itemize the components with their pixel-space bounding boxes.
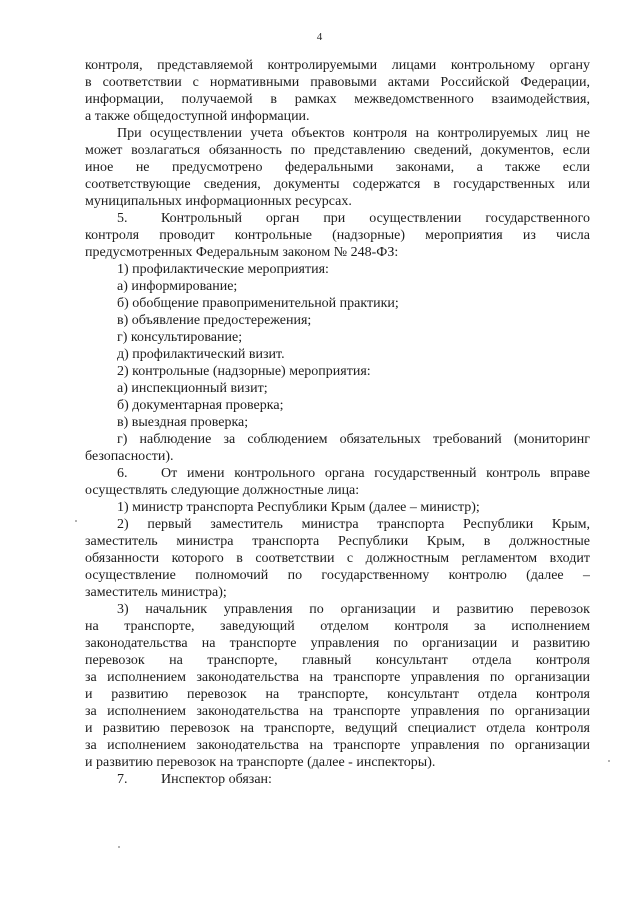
text-line: за исполнением законодательства на транспорте управления по организации: [85, 738, 590, 753]
list-item: г) консультирование;: [117, 330, 243, 345]
text-line: информации, получаемой в рамках межведомственного взаимодействия,: [85, 92, 590, 107]
text-line: и развитию перевозок на транспорте, ведущий специалист отдела контроля: [85, 721, 590, 736]
clause-number: 7.: [117, 772, 128, 787]
clause-7: [85, 771, 590, 788]
text-line: контроля, представляемой контролируемыми лицами контрольному органу: [85, 58, 590, 73]
list-item: а) инспекционный визит;: [117, 381, 268, 396]
list-item: 1) профилактические мероприятия:: [117, 262, 329, 277]
text-line: законодательства на транспорте управления по организации и развитию: [85, 636, 590, 651]
clause-5: [85, 210, 590, 227]
text-line: в соответствии с нормативными правовыми актами Российской Федерации,: [85, 75, 590, 90]
text-line: и развитию перевозок на транспорте, консультант отдела контроля: [85, 687, 590, 702]
text-line: безопасности).: [85, 449, 174, 464]
text-line: Контрольный орган при осуществлении государственного: [161, 211, 590, 226]
text-line: От имени контрольного органа государственный контроль вправе: [161, 466, 590, 481]
scan-speck: [608, 760, 610, 762]
text-line: может возлагаться обязанность по представлению сведений, документов, если: [85, 143, 590, 158]
text-line: иное не предусмотрено федеральными законами, а также если: [85, 160, 590, 175]
text-line: на транспорте, заведующий отделом контроля за исполнением: [85, 619, 590, 634]
list-item: в) выездная проверка;: [117, 415, 249, 430]
text-line: осуществлять следующие должностные лица:: [85, 483, 360, 498]
text-line: перевозок на транспорте, главный консультант отдела контроля: [85, 653, 590, 668]
list-item: б) документарная проверка;: [117, 398, 284, 413]
list-item: 3) начальник управления по организации и развитию перевозок: [117, 602, 590, 617]
text-line: за исполнением законодательства на транспорте управления по организации: [85, 704, 590, 719]
list-item: г) наблюдение за соблюдением обязательных требований (мониторинг: [117, 432, 590, 447]
text-line: заместитель министра);: [85, 585, 227, 600]
page-number: 4: [316, 31, 323, 43]
clause-number: 5.: [117, 211, 128, 226]
text-line: предусмотренных Федеральным законом № 248-ФЗ:: [85, 245, 399, 260]
text-line: Инспектор обязан:: [161, 772, 272, 787]
clause-6: [85, 465, 590, 482]
list-item: 2) контрольные (надзорные) мероприятия:: [117, 364, 371, 379]
list-item: 1) министр транспорта Республики Крым (далее – министр);: [117, 500, 480, 515]
list-item: в) объявление предостережения;: [117, 313, 312, 328]
text-line: и развитию перевозок на транспорте (далее - инспекторы).: [85, 755, 436, 770]
text-line: При осуществлении учета объектов контроля на контролируемых лиц не: [117, 126, 590, 141]
text-line: муниципальных информационных ресурсах.: [85, 194, 352, 209]
text-line: за исполнением законодательства на транспорте управления по организации: [85, 670, 590, 685]
list-item: д) профилактический визит.: [117, 347, 285, 362]
clause-number: 6.: [117, 466, 128, 481]
text-line: соответствующие сведения, документы содержатся в государственных или: [85, 177, 590, 192]
text-line: заместитель министра транспорта Республики Крым, в должностные: [85, 534, 590, 549]
text-line: а также общедоступной информации.: [85, 109, 310, 124]
document-body: [85, 57, 590, 788]
text-line: обязанности которого в соответствии с должностным регламентом входит: [85, 551, 590, 566]
list-item: 2) первый заместитель министра транспорта Республики Крым,: [117, 517, 590, 532]
scan-speck: [75, 520, 77, 522]
scan-speck: [118, 846, 120, 848]
text-line: контроля проводит контрольные (надзорные) мероприятия из числа: [85, 228, 590, 243]
text-line: осуществление полномочий по государственному контролю (далее –: [85, 568, 590, 583]
list-item: б) обобщение правоприменительной практики;: [117, 296, 399, 311]
list-item: а) информирование;: [117, 279, 238, 294]
